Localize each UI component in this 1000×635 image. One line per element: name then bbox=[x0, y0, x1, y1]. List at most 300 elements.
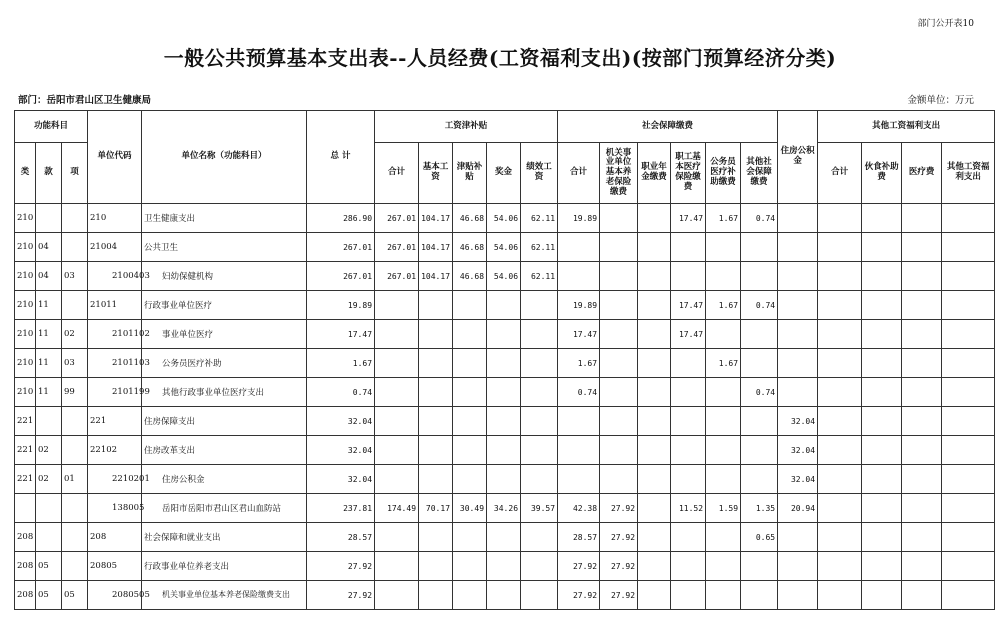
cell-w-total bbox=[375, 552, 419, 581]
cell-kuan: 02 bbox=[36, 436, 62, 465]
cell-housing: 32.04 bbox=[778, 465, 818, 494]
cell-o-other bbox=[942, 494, 995, 523]
cell-o-total bbox=[818, 552, 862, 581]
cell-o-med bbox=[902, 291, 942, 320]
cell-o-total bbox=[818, 407, 862, 436]
cell-w-basic: 104.17 bbox=[419, 233, 453, 262]
cell-o-total bbox=[818, 465, 862, 494]
cell-s-annuity bbox=[638, 320, 671, 349]
cell-s-annuity bbox=[638, 494, 671, 523]
cell-o-other bbox=[942, 291, 995, 320]
cell-s-annuity bbox=[638, 523, 671, 552]
cell-kuan: 11 bbox=[36, 378, 62, 407]
cell-w-basic bbox=[419, 349, 453, 378]
cell-w-basic bbox=[419, 523, 453, 552]
cell-total: 27.92 bbox=[307, 552, 375, 581]
cell-lei: 208 bbox=[15, 581, 36, 610]
cell-name: 社会保障和就业支出 bbox=[142, 523, 307, 552]
cell-o-meal bbox=[862, 494, 902, 523]
table-row bbox=[15, 291, 995, 320]
cell-o-med bbox=[902, 349, 942, 378]
cell-kuan: 11 bbox=[36, 320, 62, 349]
cell-w-total bbox=[375, 349, 419, 378]
header-medical: 职工基本医疗保险缴费 bbox=[671, 143, 706, 204]
cell-housing bbox=[778, 581, 818, 610]
cell-o-med bbox=[902, 552, 942, 581]
cell-s-total bbox=[558, 465, 600, 494]
cell-w-perf: 62.11 bbox=[521, 262, 558, 291]
cell-kuan bbox=[36, 494, 62, 523]
cell-o-med bbox=[902, 378, 942, 407]
cell-s-annuity bbox=[638, 204, 671, 233]
cell-o-meal bbox=[862, 552, 902, 581]
cell-o-total bbox=[818, 320, 862, 349]
cell-s-pension bbox=[600, 204, 638, 233]
cell-w-bonus bbox=[487, 523, 521, 552]
cell-w-perf bbox=[521, 436, 558, 465]
cell-kuan: 05 bbox=[36, 581, 62, 610]
cell-w-total bbox=[375, 320, 419, 349]
cell-o-total bbox=[818, 436, 862, 465]
cell-xiang bbox=[62, 494, 88, 523]
cell-s-annuity bbox=[638, 378, 671, 407]
cell-code: 21004 bbox=[88, 233, 142, 262]
cell-total: 17.47 bbox=[307, 320, 375, 349]
cell-s-medical bbox=[671, 465, 706, 494]
header-func-subject: 功能科目 bbox=[15, 111, 88, 143]
cell-total: 32.04 bbox=[307, 407, 375, 436]
cell-o-med bbox=[902, 523, 942, 552]
cell-s-other: 0.74 bbox=[741, 378, 778, 407]
header-allowance: 津贴补贴 bbox=[453, 143, 487, 204]
cell-s-civil bbox=[706, 552, 741, 581]
cell-code: 2100403 bbox=[88, 262, 142, 291]
cell-housing bbox=[778, 523, 818, 552]
cell-o-med bbox=[902, 262, 942, 291]
cell-w-allow bbox=[453, 378, 487, 407]
cell-name: 行政事业单位医疗 bbox=[142, 291, 307, 320]
cell-w-bonus bbox=[487, 378, 521, 407]
cell-o-other bbox=[942, 262, 995, 291]
cell-o-other bbox=[942, 378, 995, 407]
cell-o-total bbox=[818, 494, 862, 523]
cell-s-civil bbox=[706, 320, 741, 349]
cell-lei bbox=[15, 494, 36, 523]
cell-lei: 210 bbox=[15, 320, 36, 349]
cell-o-meal bbox=[862, 262, 902, 291]
header-housing: 住房公积金 bbox=[778, 111, 818, 204]
cell-w-perf bbox=[521, 465, 558, 494]
cell-s-annuity bbox=[638, 436, 671, 465]
cell-o-meal bbox=[862, 291, 902, 320]
cell-o-other bbox=[942, 407, 995, 436]
cell-total: 28.57 bbox=[307, 523, 375, 552]
header-kuan: 款 bbox=[36, 143, 62, 204]
page-title: 一般公共预算基本支出表--人员经费(工资福利支出)(按部门预算经济分类) bbox=[163, 46, 837, 70]
cell-code: 208 bbox=[88, 523, 142, 552]
cell-w-bonus bbox=[487, 552, 521, 581]
header-annuity: 职业年金缴费 bbox=[638, 143, 671, 204]
cell-w-bonus bbox=[487, 291, 521, 320]
cell-s-pension bbox=[600, 407, 638, 436]
cell-w-perf bbox=[521, 291, 558, 320]
cell-s-civil bbox=[706, 233, 741, 262]
cell-o-meal bbox=[862, 436, 902, 465]
cell-s-other bbox=[741, 436, 778, 465]
cell-o-meal bbox=[862, 320, 902, 349]
cell-w-total bbox=[375, 407, 419, 436]
header-medical-fee: 医疗费 bbox=[902, 143, 942, 204]
cell-s-total: 0.74 bbox=[558, 378, 600, 407]
cell-s-other: 0.74 bbox=[741, 291, 778, 320]
cell-w-allow bbox=[453, 407, 487, 436]
cell-w-bonus bbox=[487, 581, 521, 610]
cell-name: 公共卫生 bbox=[142, 233, 307, 262]
cell-s-annuity bbox=[638, 552, 671, 581]
cell-o-total bbox=[818, 378, 862, 407]
cell-o-med bbox=[902, 581, 942, 610]
cell-o-total bbox=[818, 262, 862, 291]
cell-s-total bbox=[558, 436, 600, 465]
cell-xiang bbox=[62, 204, 88, 233]
cell-s-pension bbox=[600, 465, 638, 494]
cell-s-civil: 1.59 bbox=[706, 494, 741, 523]
cell-w-allow bbox=[453, 320, 487, 349]
cell-w-total: 267.01 bbox=[375, 204, 419, 233]
cell-name: 住房公积金 bbox=[142, 465, 307, 494]
cell-o-other bbox=[942, 523, 995, 552]
cell-kuan: 02 bbox=[36, 465, 62, 494]
cell-w-allow bbox=[453, 523, 487, 552]
cell-s-medical bbox=[671, 407, 706, 436]
cell-name: 住房改革支出 bbox=[142, 436, 307, 465]
cell-housing bbox=[778, 378, 818, 407]
header-total: 总 计 bbox=[307, 111, 375, 204]
cell-s-annuity bbox=[638, 233, 671, 262]
cell-xiang: 05 bbox=[62, 581, 88, 610]
table-row bbox=[15, 494, 995, 523]
cell-housing: 20.94 bbox=[778, 494, 818, 523]
cell-o-med bbox=[902, 465, 942, 494]
cell-s-pension bbox=[600, 320, 638, 349]
cell-s-medical bbox=[671, 581, 706, 610]
cell-s-civil bbox=[706, 581, 741, 610]
cell-o-other bbox=[942, 436, 995, 465]
cell-lei: 210 bbox=[15, 378, 36, 407]
cell-s-total: 27.92 bbox=[558, 552, 600, 581]
header-lei: 类 bbox=[15, 143, 36, 204]
cell-total: 1.67 bbox=[307, 349, 375, 378]
cell-s-annuity bbox=[638, 465, 671, 494]
header-unit-name: 单位名称（功能科目） bbox=[142, 111, 307, 204]
cell-w-allow: 46.68 bbox=[453, 233, 487, 262]
cell-s-total: 27.92 bbox=[558, 581, 600, 610]
cell-s-other bbox=[741, 552, 778, 581]
cell-s-annuity bbox=[638, 291, 671, 320]
cell-w-bonus bbox=[487, 465, 521, 494]
cell-kuan: 04 bbox=[36, 233, 62, 262]
table-number-label: 部门公开表10 bbox=[917, 19, 974, 29]
cell-s-pension: 27.92 bbox=[600, 581, 638, 610]
cell-s-civil bbox=[706, 523, 741, 552]
cell-w-perf bbox=[521, 552, 558, 581]
cell-kuan bbox=[36, 204, 62, 233]
cell-total: 27.92 bbox=[307, 581, 375, 610]
cell-code: 221 bbox=[88, 407, 142, 436]
cell-name: 卫生健康支出 bbox=[142, 204, 307, 233]
cell-s-civil: 1.67 bbox=[706, 204, 741, 233]
header-unit-code: 单位代码 bbox=[88, 111, 142, 204]
cell-housing: 32.04 bbox=[778, 407, 818, 436]
cell-s-other bbox=[741, 581, 778, 610]
cell-code: 20805 bbox=[88, 552, 142, 581]
cell-xiang bbox=[62, 523, 88, 552]
cell-w-basic: 70.17 bbox=[419, 494, 453, 523]
cell-s-pension: 27.92 bbox=[600, 552, 638, 581]
cell-o-meal bbox=[862, 378, 902, 407]
cell-o-med bbox=[902, 204, 942, 233]
cell-w-bonus: 34.26 bbox=[487, 494, 521, 523]
cell-w-allow bbox=[453, 436, 487, 465]
cell-total: 237.81 bbox=[307, 494, 375, 523]
cell-w-perf: 39.57 bbox=[521, 494, 558, 523]
cell-w-allow: 46.68 bbox=[453, 262, 487, 291]
cell-name: 行政事业单位养老支出 bbox=[142, 552, 307, 581]
cell-s-civil bbox=[706, 407, 741, 436]
budget-table bbox=[14, 110, 995, 610]
cell-s-medical: 17.47 bbox=[671, 291, 706, 320]
cell-s-pension bbox=[600, 378, 638, 407]
cell-housing bbox=[778, 262, 818, 291]
cell-xiang bbox=[62, 291, 88, 320]
cell-o-other bbox=[942, 581, 995, 610]
cell-code: 210 bbox=[88, 204, 142, 233]
cell-lei: 221 bbox=[15, 465, 36, 494]
cell-o-total bbox=[818, 233, 862, 262]
cell-w-bonus bbox=[487, 320, 521, 349]
cell-w-bonus: 54.06 bbox=[487, 262, 521, 291]
cell-w-perf bbox=[521, 523, 558, 552]
cell-total: 32.04 bbox=[307, 465, 375, 494]
cell-w-basic bbox=[419, 465, 453, 494]
header-other-social: 其他社会保障缴费 bbox=[741, 143, 778, 204]
cell-housing bbox=[778, 204, 818, 233]
cell-w-allow bbox=[453, 581, 487, 610]
table-row bbox=[15, 349, 995, 378]
cell-kuan: 11 bbox=[36, 349, 62, 378]
cell-w-total bbox=[375, 581, 419, 610]
cell-s-civil: 1.67 bbox=[706, 291, 741, 320]
cell-w-total: 267.01 bbox=[375, 262, 419, 291]
table-row bbox=[15, 320, 995, 349]
cell-lei: 210 bbox=[15, 349, 36, 378]
table-row bbox=[15, 552, 995, 581]
table-row bbox=[15, 204, 995, 233]
cell-s-annuity bbox=[638, 407, 671, 436]
cell-w-allow bbox=[453, 349, 487, 378]
cell-s-medical: 11.52 bbox=[671, 494, 706, 523]
cell-lei: 208 bbox=[15, 552, 36, 581]
cell-o-total bbox=[818, 291, 862, 320]
cell-housing bbox=[778, 320, 818, 349]
cell-kuan: 11 bbox=[36, 291, 62, 320]
table-row bbox=[15, 581, 995, 610]
cell-w-basic: 104.17 bbox=[419, 204, 453, 233]
cell-s-pension bbox=[600, 233, 638, 262]
header-xiang: 项 bbox=[62, 143, 88, 204]
cell-s-other: 0.65 bbox=[741, 523, 778, 552]
cell-o-other bbox=[942, 204, 995, 233]
cell-o-med bbox=[902, 233, 942, 262]
cell-s-medical bbox=[671, 349, 706, 378]
cell-w-perf bbox=[521, 320, 558, 349]
cell-w-allow bbox=[453, 552, 487, 581]
cell-w-total bbox=[375, 436, 419, 465]
cell-w-bonus: 54.06 bbox=[487, 204, 521, 233]
department-label: 部门：岳阳市君山区卫生健康局 bbox=[18, 95, 152, 106]
cell-s-other: 0.74 bbox=[741, 204, 778, 233]
cell-w-total bbox=[375, 523, 419, 552]
cell-xiang bbox=[62, 436, 88, 465]
cell-w-basic bbox=[419, 581, 453, 610]
cell-o-total bbox=[818, 523, 862, 552]
cell-s-pension bbox=[600, 262, 638, 291]
header-wage-group: 工资津补贴 bbox=[375, 111, 558, 143]
cell-w-basic bbox=[419, 320, 453, 349]
cell-xiang: 01 bbox=[62, 465, 88, 494]
header-other-welfare: 其他工资福利支出 bbox=[942, 143, 995, 204]
header-meal: 伙食补助费 bbox=[862, 143, 902, 204]
cell-name: 其他行政事业单位医疗支出 bbox=[142, 378, 307, 407]
cell-o-meal bbox=[862, 581, 902, 610]
cell-s-medical bbox=[671, 233, 706, 262]
cell-s-other bbox=[741, 233, 778, 262]
cell-xiang bbox=[62, 552, 88, 581]
cell-s-other bbox=[741, 465, 778, 494]
header-social-group: 社会保障缴费 bbox=[558, 111, 778, 143]
cell-o-meal bbox=[862, 233, 902, 262]
cell-name: 妇幼保健机构 bbox=[142, 262, 307, 291]
cell-s-total: 17.47 bbox=[558, 320, 600, 349]
header-wage-total: 合计 bbox=[375, 143, 419, 204]
currency-unit-label: 金额单位：万元 bbox=[907, 95, 974, 106]
cell-o-meal bbox=[862, 407, 902, 436]
cell-lei: 208 bbox=[15, 523, 36, 552]
cell-w-bonus bbox=[487, 349, 521, 378]
cell-w-bonus: 54.06 bbox=[487, 233, 521, 262]
table-row bbox=[15, 262, 995, 291]
header-basic-wage: 基本工资 bbox=[419, 143, 453, 204]
cell-o-total bbox=[818, 349, 862, 378]
cell-housing bbox=[778, 552, 818, 581]
cell-name: 住房保障支出 bbox=[142, 407, 307, 436]
cell-lei: 210 bbox=[15, 262, 36, 291]
cell-s-medical bbox=[671, 262, 706, 291]
cell-s-medical bbox=[671, 523, 706, 552]
table-row bbox=[15, 378, 995, 407]
cell-code: 2101103 bbox=[88, 349, 142, 378]
header-bonus: 奖金 bbox=[487, 143, 521, 204]
cell-code: 21011 bbox=[88, 291, 142, 320]
cell-w-basic bbox=[419, 407, 453, 436]
cell-s-other bbox=[741, 262, 778, 291]
cell-w-total bbox=[375, 378, 419, 407]
cell-w-perf: 62.11 bbox=[521, 233, 558, 262]
cell-code: 2101102 bbox=[88, 320, 142, 349]
cell-w-allow bbox=[453, 465, 487, 494]
cell-code: 22102 bbox=[88, 436, 142, 465]
cell-s-medical: 17.47 bbox=[671, 204, 706, 233]
cell-w-bonus bbox=[487, 436, 521, 465]
cell-lei: 210 bbox=[15, 291, 36, 320]
cell-s-total: 19.89 bbox=[558, 204, 600, 233]
cell-w-total: 267.01 bbox=[375, 233, 419, 262]
cell-s-medical bbox=[671, 378, 706, 407]
table-row bbox=[15, 436, 995, 465]
table-row bbox=[15, 233, 995, 262]
cell-code: 138005 bbox=[88, 494, 142, 523]
cell-housing bbox=[778, 233, 818, 262]
cell-s-annuity bbox=[638, 262, 671, 291]
cell-name: 机关事业单位基本养老保险缴费支出 bbox=[142, 581, 307, 610]
cell-kuan: 05 bbox=[36, 552, 62, 581]
cell-w-total: 174.49 bbox=[375, 494, 419, 523]
cell-housing bbox=[778, 349, 818, 378]
cell-w-total bbox=[375, 465, 419, 494]
cell-o-med bbox=[902, 494, 942, 523]
cell-total: 19.89 bbox=[307, 291, 375, 320]
cell-name: 岳阳市岳阳市君山区君山血防站 bbox=[142, 494, 307, 523]
cell-w-basic bbox=[419, 436, 453, 465]
cell-code: 2080505 bbox=[88, 581, 142, 610]
cell-xiang bbox=[62, 407, 88, 436]
cell-o-med bbox=[902, 320, 942, 349]
cell-w-basic bbox=[419, 291, 453, 320]
cell-s-total bbox=[558, 262, 600, 291]
cell-housing bbox=[778, 291, 818, 320]
cell-s-medical bbox=[671, 552, 706, 581]
cell-o-total bbox=[818, 581, 862, 610]
cell-total: 267.01 bbox=[307, 262, 375, 291]
cell-total: 267.01 bbox=[307, 233, 375, 262]
cell-o-other bbox=[942, 320, 995, 349]
cell-s-pension bbox=[600, 349, 638, 378]
cell-xiang: 03 bbox=[62, 262, 88, 291]
cell-w-basic bbox=[419, 552, 453, 581]
header-social-total: 合计 bbox=[558, 143, 600, 204]
cell-lei: 210 bbox=[15, 233, 36, 262]
cell-kuan bbox=[36, 407, 62, 436]
header-other-total: 合计 bbox=[818, 143, 862, 204]
cell-lei: 221 bbox=[15, 407, 36, 436]
cell-o-meal bbox=[862, 204, 902, 233]
cell-housing: 32.04 bbox=[778, 436, 818, 465]
cell-lei: 221 bbox=[15, 436, 36, 465]
cell-o-meal bbox=[862, 465, 902, 494]
cell-o-total bbox=[818, 204, 862, 233]
cell-o-other bbox=[942, 552, 995, 581]
cell-s-annuity bbox=[638, 581, 671, 610]
cell-w-basic bbox=[419, 378, 453, 407]
cell-name: 事业单位医疗 bbox=[142, 320, 307, 349]
cell-kuan bbox=[36, 523, 62, 552]
cell-s-total: 19.89 bbox=[558, 291, 600, 320]
cell-s-medical bbox=[671, 436, 706, 465]
cell-xiang bbox=[62, 233, 88, 262]
cell-kuan: 04 bbox=[36, 262, 62, 291]
cell-s-pension: 27.92 bbox=[600, 494, 638, 523]
table-row bbox=[15, 407, 995, 436]
